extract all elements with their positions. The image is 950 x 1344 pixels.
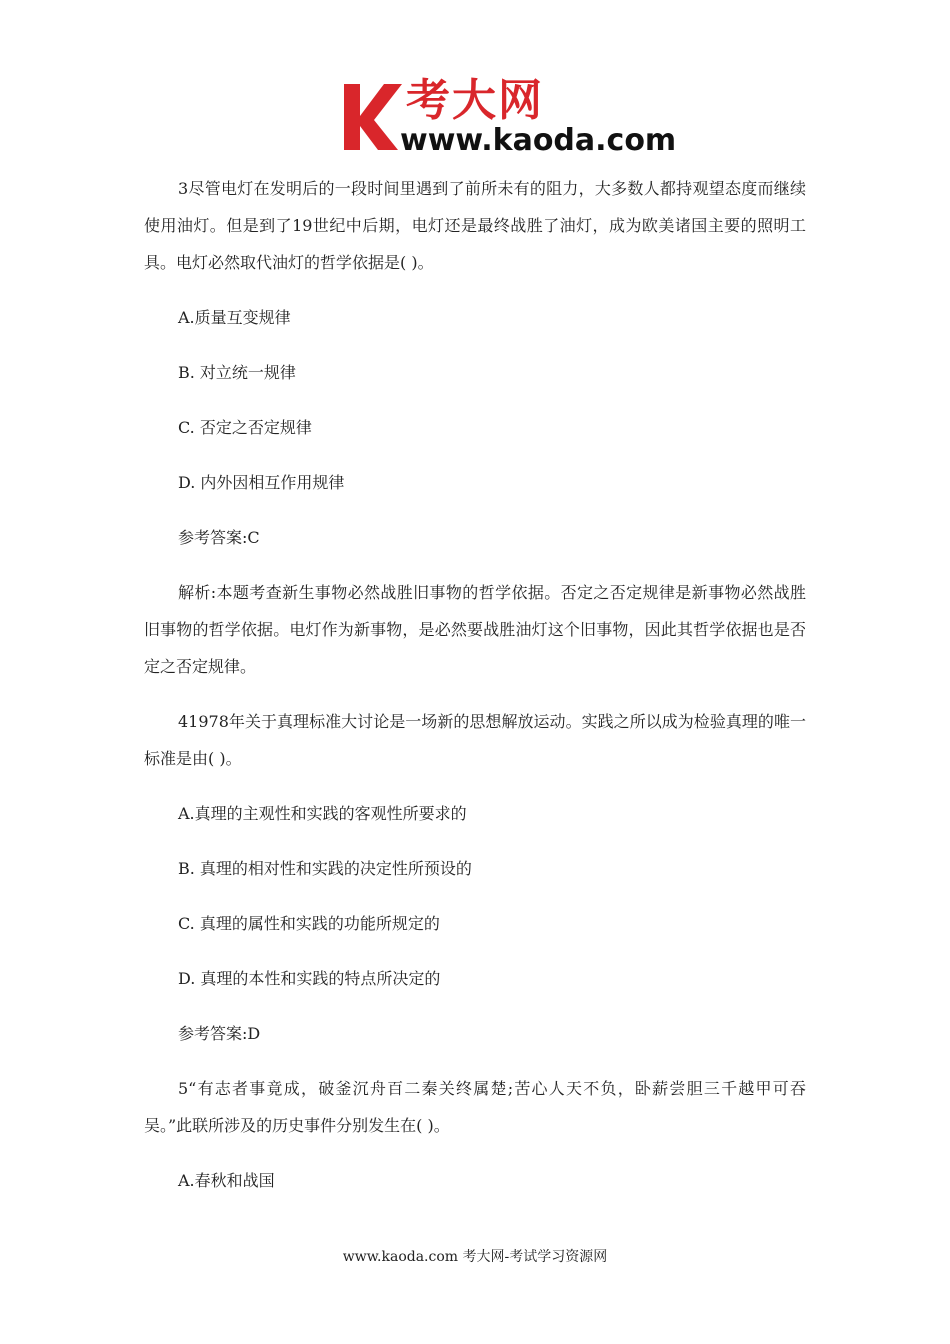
question-5: 5“有志者事竟成，破釜沉舟百二秦关终属楚;苦心人天不负，卧薪尝胆三千越甲可吞吴。”此联所涉及的历史事件分别发生在( )。 (144, 1079, 806, 1135)
page-footer: www.kaoda.com 考大网-考试学习资源网 (342, 1249, 608, 1265)
q3-answer: 参考答案:C (178, 528, 260, 547)
question-4: 41978年关于真理标准大讨论是一场新的思想解放运动。实践之所以成为检验真理的唯一标准是由( )。 (144, 712, 806, 768)
q4-option-a: A.真理的主观性和实践的客观性所要求的 (178, 804, 467, 823)
q4-option-c: C. 真理的属性和实践的功能所规定的 (178, 914, 440, 933)
question-3: 3尽管电灯在发明后的一段时间里遇到了前所未有的阻力，大多数人都持观望态度而继续使用油灯。但是到了19世纪中后期，电灯还是最终战胜了油灯，成为欧美诸国主要的照明工具。电灯必然取代油灯的哲学依据是( )。 (144, 179, 806, 272)
q3-option-a: A.质量互变规律 (178, 308, 291, 327)
q3-option-b: B. 对立统一规律 (178, 363, 296, 382)
site-logo (330, 74, 677, 158)
q3-option-d: D. 内外因相互作用规律 (178, 473, 345, 492)
q4-answer: 参考答案:D (178, 1024, 261, 1043)
q4-option-d: D. 真理的本性和实践的特点所决定的 (178, 969, 441, 988)
k-logo-icon (340, 80, 402, 154)
q3-option-c: C. 否定之否定规律 (178, 418, 312, 437)
document-body (144, 170, 806, 1199)
logo-url: www.kaoda.com (400, 123, 677, 158)
q3-analysis: 解析:本题考查新生事物必然战胜旧事物的哲学依据。否定之否定规律是新事物必然战胜旧事物的哲学依据。电灯作为新事物，是必然要战胜油灯这个旧事物，因此其哲学依据也是否定之否定规律。 (144, 583, 806, 676)
q5-option-a: A.春秋和战国 (178, 1171, 275, 1190)
logo-title: 考大网 (406, 75, 544, 126)
q4-option-b: B. 真理的相对性和实践的决定性所预设的 (178, 859, 472, 878)
